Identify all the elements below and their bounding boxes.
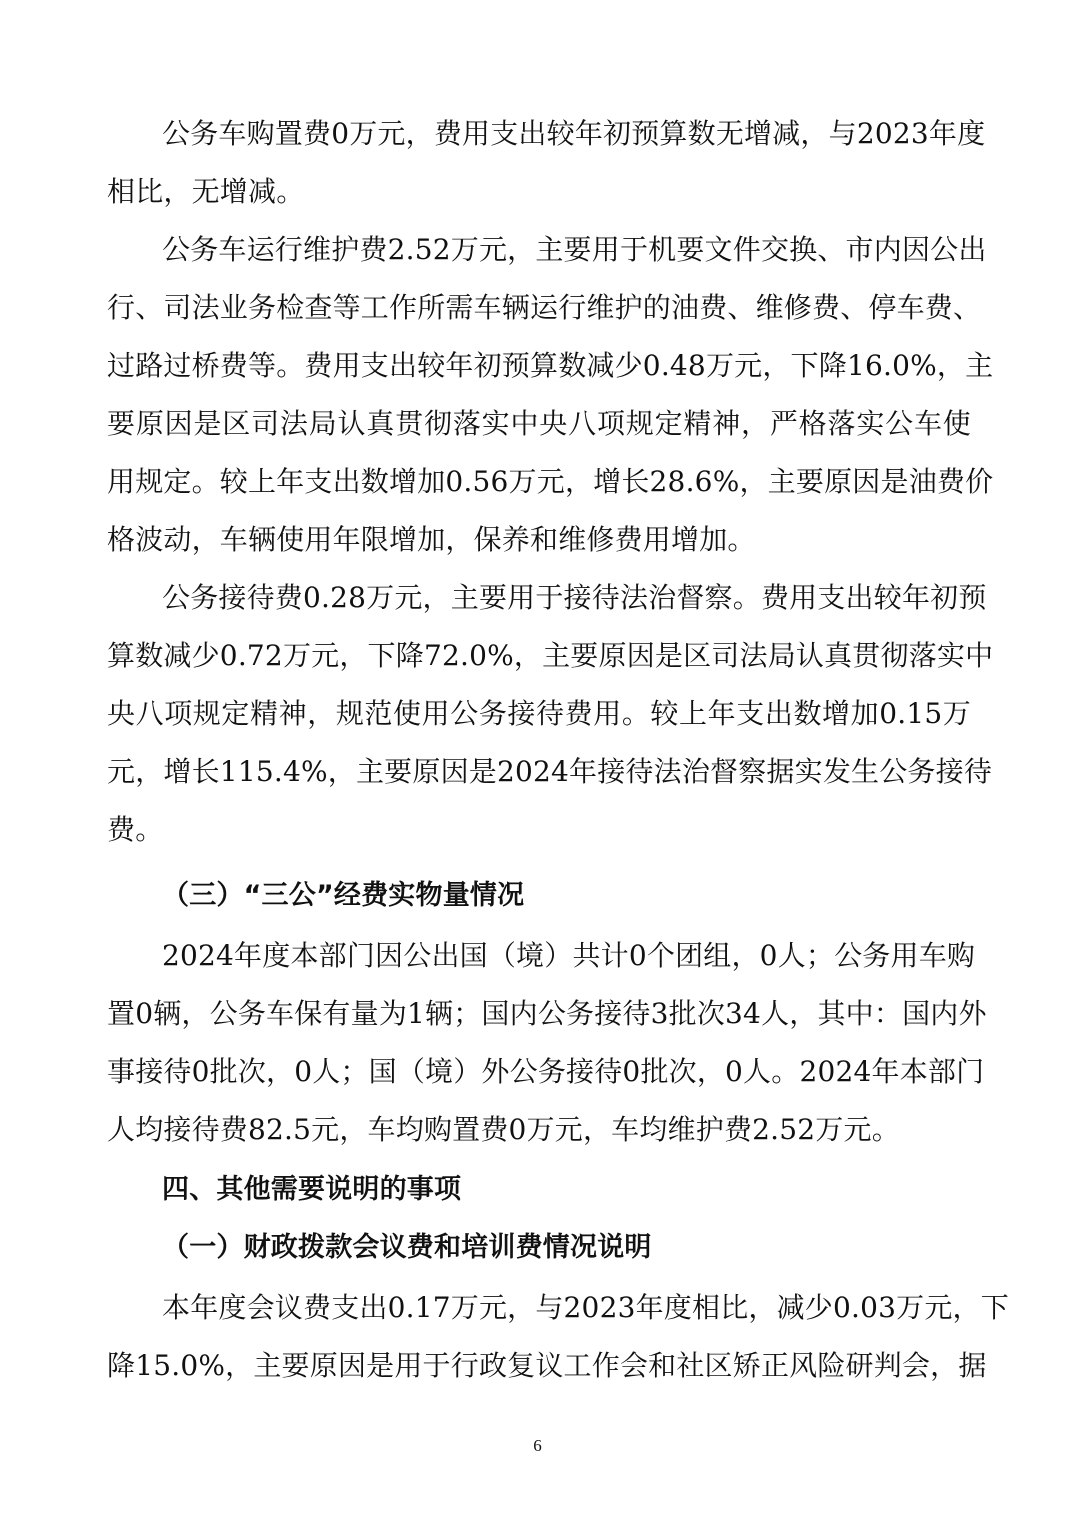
section-heading: （三）“三公”经费实物量情况 — [162, 880, 525, 911]
text-line: 算数减少0.72万元，下降72.0%，主要原因是区司法局认真贯彻落实中 — [107, 639, 994, 672]
text-line: 行、司法业务检查等工作所需车辆运行维护的油费、维修费、停车费、 — [107, 291, 982, 324]
text-line: 要原因是区司法局认真贯彻落实中央八项规定精神，严格落实公车使 — [107, 407, 971, 440]
text-line: 2024年度本部门因公出国（境）共计0个团组，0人；公务用车购 — [162, 939, 976, 972]
text-line: 公务车运行维护费2.52万元，主要用于机要文件交换、市内因公出 — [162, 233, 987, 266]
text-line: 公务接待费0.28万元，主要用于接待法治督察。费用支出较年初预 — [162, 581, 987, 614]
section-heading: （一）财政拨款会议费和培训费情况说明 — [162, 1232, 652, 1263]
text-line: 元，增长115.4%，主要原因是2024年接待法治督察据实发生公务接待 — [107, 755, 993, 788]
text-line: 央八项规定精神，规范使用公务接待费用。较上年支出数增加0.15万 — [107, 697, 971, 730]
text-line: 事接待0批次，0人；国（境）外公务接待0批次，0人。2024年本部门 — [107, 1055, 985, 1088]
text-line: 本年度会议费支出0.17万元，与2023年度相比，减少0.03万元，下 — [162, 1291, 1009, 1324]
text-line: 格波动，车辆使用年限增加，保养和维修费用增加。 — [107, 523, 756, 556]
page-number: 6 — [533, 1436, 542, 1455]
text-line: 相比，无增减。 — [107, 175, 305, 208]
text-line: 降15.0%，主要原因是用于行政复议工作会和社区矫正风险研判会，据 — [107, 1349, 987, 1382]
text-line: 公务车购置费0万元，费用支出较年初预算数无增减，与2023年度 — [162, 117, 986, 150]
text-line: 人均接待费82.5元，车均购置费0万元，车均维护费2.52万元。 — [107, 1113, 900, 1146]
text-line: 费。 — [107, 813, 164, 846]
text-line: 用规定。较上年支出数增加0.56万元，增长28.6%，主要原因是油费价 — [107, 465, 994, 498]
text-line: 过路过桥费等。费用支出较年初预算数减少0.48万元，下降16.0%，主 — [107, 349, 994, 382]
text-line: 置0辆，公务车保有量为1辆；国内公务接待3批次34人，其中：国内外 — [107, 997, 987, 1030]
section-heading: 四、其他需要说明的事项 — [162, 1174, 462, 1205]
